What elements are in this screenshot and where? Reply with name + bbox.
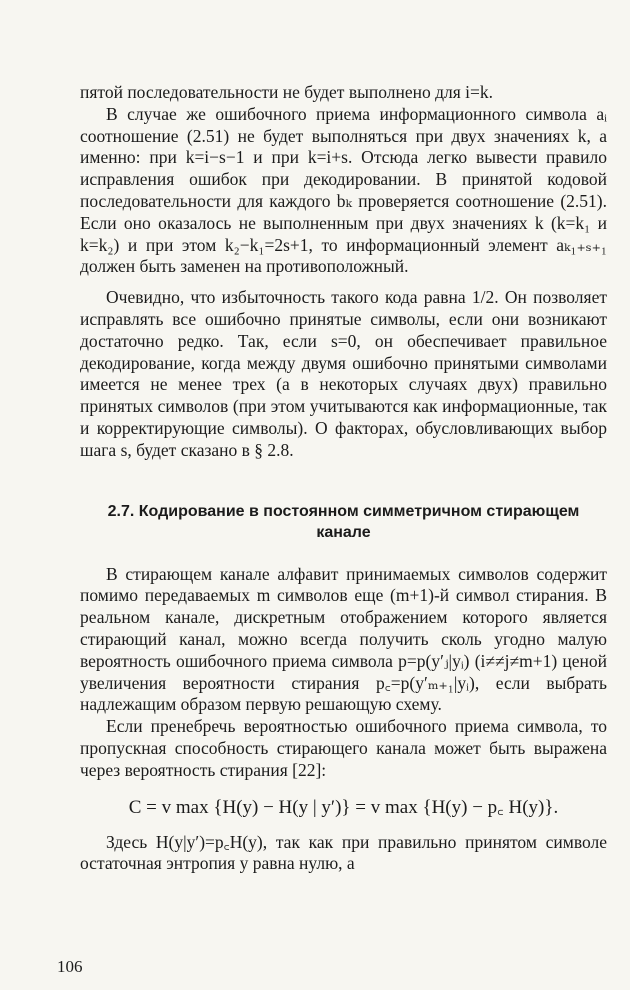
section-heading: 2.7. Кодирование в постоянном симметричном стирающем канале [107,502,580,541]
page-number: 106 [57,957,83,976]
paragraph-entropy: Здесь H(y|y′)=p꜀H(y), так как при правильно принятом символе остаточная энтропия y равна нулю, а [80,831,607,874]
paragraph-erasure-channel: В стирающем канале алфавит принимаемых символов содержит помимо передаваемых m символов еще (m+1)-й символ стирания. В реальном канале, дискретным отображением которого является стирающий канал, можно всегда получить сколь угодно малую вероятность ошибочного приема символа p=p(y′ⱼ|yᵢ) (i≠≠j≠m+1) ценой увеличения вероятности стирания p꜀=p(y′ₘ₊₁|yᵢ), если выбрать надлежащим образом первую решающую схему. [80,563,607,715]
paragraph-redundancy: Очевидно, что избыточность такого кода равна 1/2. Он позволяет исправлять все ошибочно принятые символы, если они возникают достаточно редко. Так, если s=0, он обеспечивает правильное декодирование, когда между двумя ошибочно принятыми символами имеется не менее трех (а в некоторых случаях двух) правильно принятых символов (при этом учитываются как информационные, так и корректирующие символы). О факторах, обусловливающих выбор шага s, будет сказано в § 2.8. [80,287,607,460]
paragraph-capacity: Если пренебречь вероятностью ошибочного приема символа, то пропускная способность стирающего канала может быть выражена через вероятность стирания [22]: [80,716,607,780]
capacity-formula: C = v max {H(y) − H(y | y′)} = v max {H(y) − p꜀ H(y)}. [128,796,559,818]
paragraph-continuation: пятой последовательности не будет выполнено для i=k. [80,82,494,102]
page-text [80,82,607,875]
paragraph-error-rule: В случае же ошибочного приема информационного символа aᵢ соотношение (2.51) не будет выполняться при двух значениях k, а именно: при k=i−s−1 и при k=i+s. Отсюда легко вывести правило исправления ошибок при декодировании. В принятой кодовой последовательности для каждого bₖ проверяется соотношение (2.51). Если оно оказалось не выполненным при двух значениях k (k=k₁ и k=k₂) и при этом k₂−k₁=2s+1, то информационный элемент aₖ₁₊ₛ₊₁ должен быть заменен на противоположный. [80,103,607,277]
